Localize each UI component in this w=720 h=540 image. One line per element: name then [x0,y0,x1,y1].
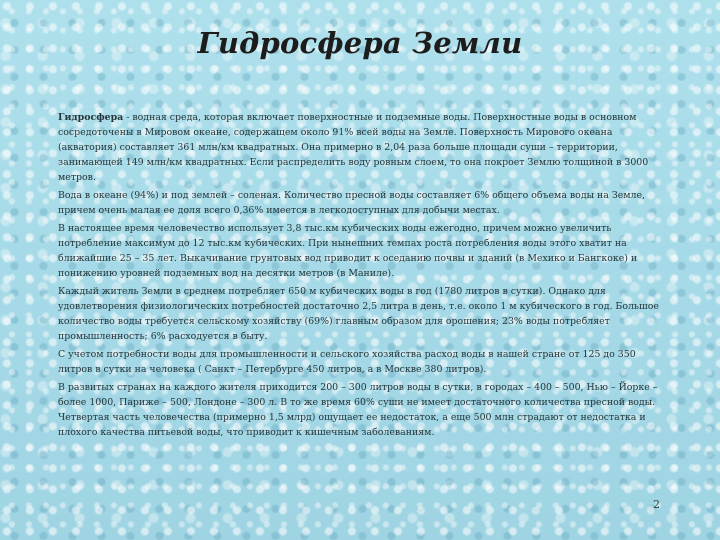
paragraph-salt-water: Вода в океане (94%) и под землей – соленая. Количество пресной воды составляет 6% общего объема воды на Земле, причем очень малая ее доля всего 0,36% имеется в легкодоступных для добычи местах. [58,190,646,216]
term-hydrosphere: Гидросфера [58,112,124,123]
paragraph-water-usage: В настоящее время человечество использует 3,8 тыс.км кубических воды ежегодно, причем можно увеличить потребление максимум до 12 тыс.км кубических. При нынешних темпах роста потребления воды этого хватит на ближайшие 25 – 35 лет. Выкачивание грунтовых вод приводит к оседанию почвы и зданий (в Мехико и Бангкоке) и понижению уровней подземных вод на десятки метров (в Маниле). [58,223,638,279]
paragraph-national-consumption: С учетом потребности воды для промышленности и сельского хозяйства расход воды в нашей стране от 125 до 350 литров в сутки на человека ( Санкт – Петербурге 450 литров, а в Москве 380 литров). [58,349,636,375]
paragraph-developed-countries: В развитых странах на каждого жителя приходится 200 – 300 литров воды в сутки, в городах – 400 – 500, Нью – Йорке – более 1000, Париже – 500, Лондоне – 300 л. В то же время 60% суши не имеет достаточного количества пресной воды. Четвертая часть человечества (примерно 1,5 млрд) ощущает ее недостаток, а еще 500 млн страдают от недостатка и плохого качества питьевой воды, что приводит к кишечным заболеваниям. [58,382,658,438]
paragraph-hydrosphere [58,110,668,185]
paragraph-consumption: Каждый житель Земли в среднем потребляет 650 м кубических воды в год (1780 литров в сутки). Однако для удовлетворения физиологических потребностей достаточно 2,5 литра в день, т.е. около 1 м кубического в год. Большое количество воды требуется сельскому хозяйству (69%) главным образом для орошения; 23% воды потребляет промышленность; 6% расходуется в быту. [58,286,659,342]
slide-title: Гидросфера Земли [197,26,523,60]
paragraph-text: - водная среда, которая включает поверхностные и подземные воды. Поверхностные воды в основном сосредоточены в Мировом океане, содержащем около 91% всей воды на Земле. Поверхность Мирового океана (акватория) составляет 361 млн/км квадратных. Она примерно в 2,04 раза больше площади суши – территории, занимающей 149 млн/км квадратных. Если распределить воду ровным слоем, то она покроет Землю толщиной в 3000 метров. [58,112,649,183]
slide-body [58,110,668,443]
page-number: 2 [653,498,660,511]
